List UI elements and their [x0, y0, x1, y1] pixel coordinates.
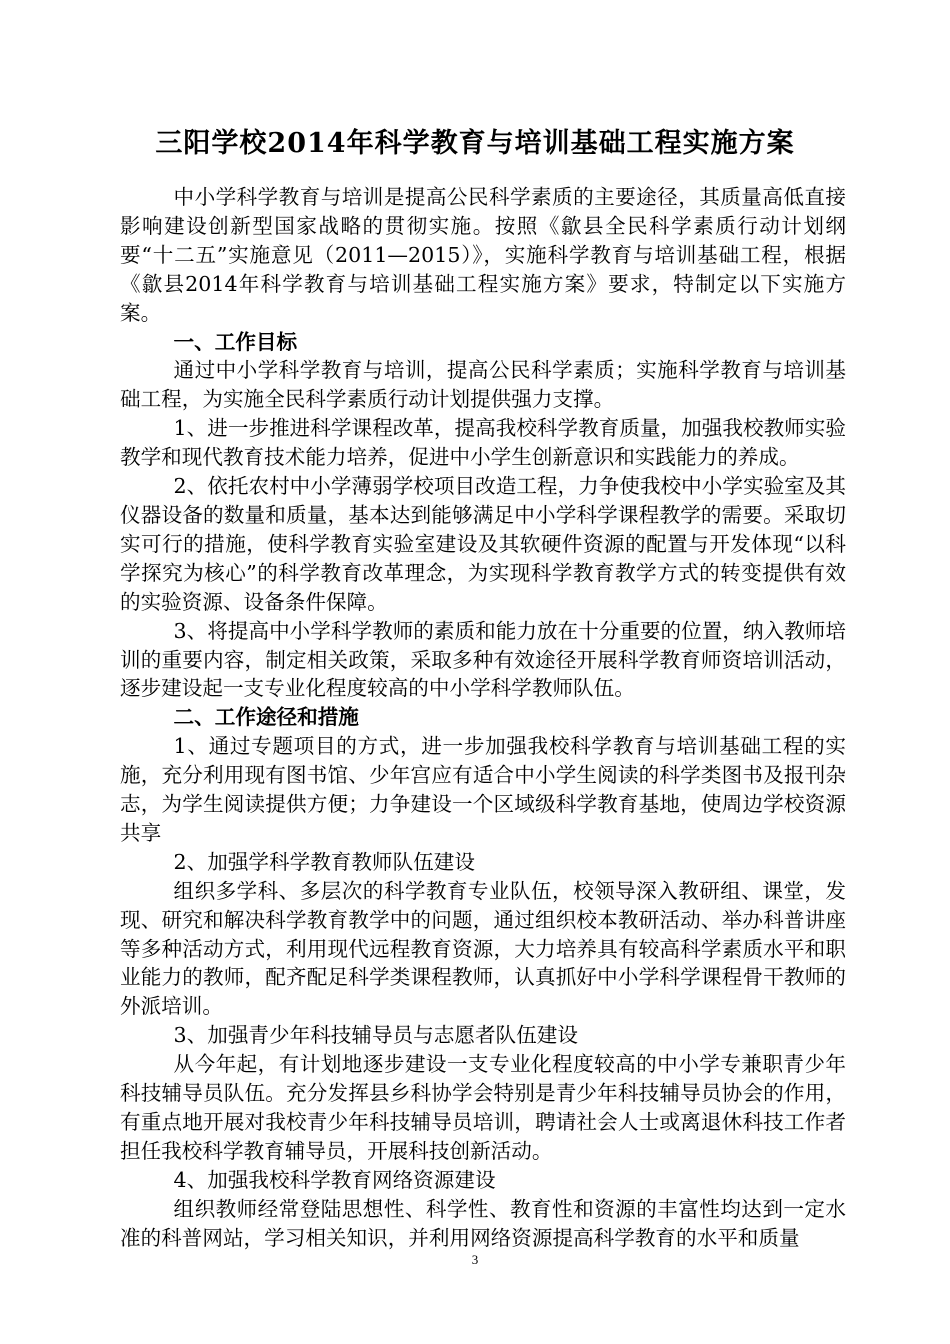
- subheading: 4、加强我校科学教育网络资源建设: [173, 1167, 496, 1192]
- paragraph: 组织多学科、多层次的科学教育专业队伍，校领导深入教研组、课堂，发现、研究和解决科学教育教学中的问题，通过组织校本教研活动、举办科普讲座等多种活动方式，利用现代远程教育资源，大力培养具有较高科学素质水平和职业能力的教师，配齐配足科学类课程教师，认真抓好中小学科学课程骨干教师的外派培训。: [120, 878, 846, 1019]
- paragraph: 组织教师经常登陆思想性、科学性、教育性和资源的丰富性均达到一定水准的科普网站，学习相关知识，并利用网络资源提高科学教育的水平和质量: [120, 1196, 846, 1250]
- page-number: 3: [471, 1252, 479, 1267]
- section-heading-measures: 二、工作途径和措施: [173, 705, 359, 730]
- paragraph: 2、依托农村中小学薄弱学校项目改造工程，力争使我校中小学实验室及其仪器设备的数量和质量，基本达到能够满足中小学科学课程教学的需要。采取切实可行的措施，使科学教育实验室建设及其软硬件资源的配置与开发体现“以科学探究为核心”的科学教育改革理念，为实现科学教育教学方式的转变提供有效的实验资源、设备条件保障。: [120, 474, 846, 614]
- document-body: [120, 183, 846, 1253]
- subheading: 3、加强青少年科技辅导员与志愿者队伍建设: [173, 1023, 578, 1048]
- paragraph: 1、进一步推进科学课程改革，提高我校科学教育质量，加强我校教师实验教学和现代教育技术能力培养，促进中小学生创新意识和实践能力的养成。: [120, 416, 846, 470]
- intro-paragraph: 中小学科学教育与培训是提高公民科学素质的主要途径，其质量高低直接影响建设创新型国家战略的贯彻实施。按照《歙县全民科学素质行动计划纲要“十二五”实施意见（2011—2015）》，实施科学教育与培训基础工程，根据《歙县2014年科学教育与培训基础工程实施方案》要求，特制定以下实施方案。: [120, 185, 846, 325]
- document-title: 三阳学校2014年科学教育与培训基础工程实施方案: [155, 128, 795, 159]
- section-heading-goals: 一、工作目标: [173, 329, 298, 354]
- paragraph: 通过中小学科学教育与培训，提高公民科学素质；实施科学教育与培训基础工程，为实施全民科学素质行动计划提供强力支撑。: [120, 358, 846, 412]
- subheading: 2、加强学科学教育教师队伍建设: [173, 849, 475, 874]
- paragraph: 3、将提高中小学科学教师的素质和能力放在十分重要的位置，纳入教师培训的重要内容，制定相关政策，采取多种有效途径开展科学教育师资培训活动，逐步建设起一支专业化程度较高的中小学科学教师队伍。: [120, 618, 846, 701]
- paragraph: 从今年起，有计划地逐步建设一支专业化程度较高的中小学专兼职青少年科技辅导员队伍。充分发挥县乡科协学会特别是青少年科技辅导员协会的作用，有重点地开展对我校青少年科技辅导员培训，聘请社会人士或离退休科技工作者担任我校科学教育辅导员，开展科技创新活动。: [120, 1052, 846, 1163]
- paragraph: 1、通过专题项目的方式，进一步加强我校科学教育与培训基础工程的实施，充分利用现有图书馆、少年宫应有适合中小学生阅读的科学类图书及报刊杂志，为学生阅读提供方便；力争建设一个区域级科学教育基地，使周边学校资源共享: [120, 734, 846, 845]
